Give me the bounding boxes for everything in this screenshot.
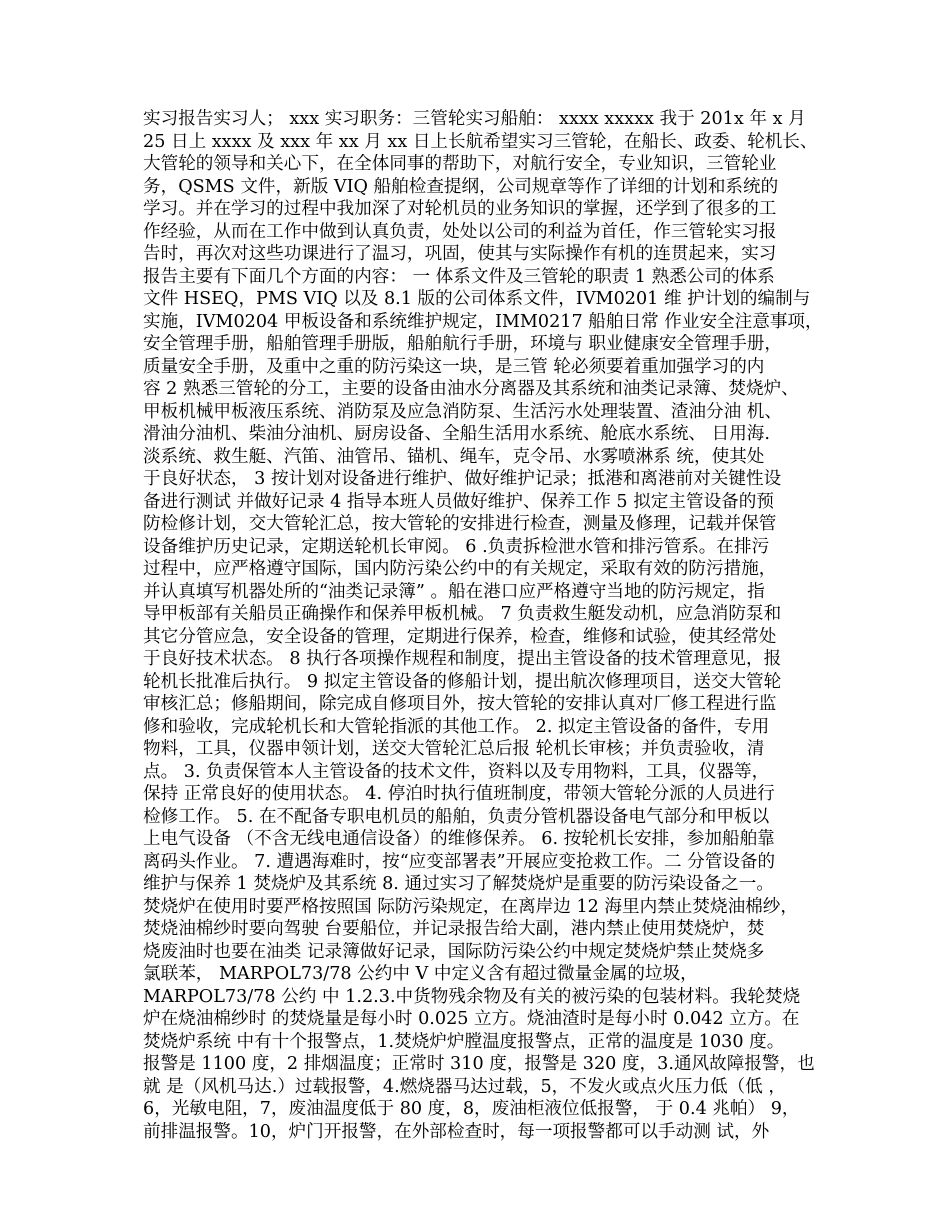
text-line: 焚烧油棉纱时要向驾驶 台要船位，并记录报告给大副，港内禁止使用焚烧炉，焚 (143, 919, 765, 939)
text-line: 容 2 熟悉三管轮的分工，主要的设备由油水分离器及其系统和油类记录簿、焚烧炉、 (143, 379, 799, 399)
text-line: 轮机长批准后执行。 9 拟定主管设备的修船计划，提出航次修理项目，送交大管轮 (143, 671, 782, 692)
text-line: 焚烧炉在使用时要严格按照国 际防污染规定，在离岸边 12 海里内禁止焚烧油棉纱， (143, 896, 798, 917)
text-line: 大管轮的领导和关心下，在全体同事的帮助下，对航行安全，专业知识，三管轮业 (143, 154, 777, 174)
text-line: 离码头作业。 7. 遭遇海难时，按“应变部署表”开展应变抢救工作。二 分管设备的 (143, 851, 776, 872)
text-line: 甲板机械甲板液压系统、消防泵及应急消防泵、生活污水处理装置、渣油分油 机、 (143, 401, 782, 422)
text-line: 淡系统、救生艇、汽笛、油管吊、锚机、绳车，克令吊、水雾喷淋系 统，使其处 (143, 446, 765, 467)
text-line: 焚烧炉系统 中有十个报警点，1.焚烧炉炉膛温度报警点，正常的温度是 1030 度。 (143, 1031, 785, 1052)
text-line: 于良好状态， 3 按计划对设备进行维护、做好维护记录；抵港和离港前对关键性设 (143, 469, 782, 489)
text-line: 25 日上 xxxx 及 xxx 年 xx 月 xx 日上长航希望实习三管轮，在船长、政委、轮机长、 (143, 131, 818, 152)
text-line: 作经验，从而在工作中做到认真负责，处处以公司的利益为首任，作三管轮实习报 (143, 221, 777, 242)
text-line: 修和验收，完成轮机长和大管轮指派的其他工作。 2. 拟定主管设备的备件，专用 (143, 716, 770, 737)
text-line: 前排温报警。10，炉门开报警，在外部检查时，每一项报警都可以手动测 试，外 (143, 1121, 770, 1142)
text-line: 安全管理手册，船舶管理手册版，船舶航行手册，环境与 职业健康安全管理手册， (143, 334, 782, 354)
text-line: 上电气设备 （不含无线电通信设备）的维修保养。 6. 按轮机长安排，参加船舶靠 (143, 829, 775, 849)
text-line: 设备维护历史记录，定期送轮机长审阅。 6 .负责拆检泄水管和排污管系。在排污 (143, 536, 770, 557)
text-line: 学习。并在学习的过程中我加深了对轮机员的业务知识的掌握，还学到了很多的工 (143, 199, 777, 219)
text-line: 6，光敏电阻，7，废油温度低于 80 度，8，废油柜液位低报警， 于 0.4 兆帕） 9， (143, 1099, 800, 1119)
report-body-text (143, 108, 823, 1143)
text-line: 实习报告实习人； xxx 实习职务：三管轮实习船舶： xxxx xxxxx 我于 201x 年 x 月 (143, 109, 806, 129)
text-line: 就 是（风机马达.）过载报警，4.燃烧器马达过载，5，不发火或点火压力低（低 ， (143, 1076, 786, 1097)
text-line: 导甲板部有关船员正确操作和保养甲板机械。 7 负责救生艇发动机，应急消防泵和 (143, 604, 782, 624)
text-line: 防检修计划，交大管轮汇总，按大管轮的安排进行检查，测量及修理，记载并保管 (143, 514, 777, 534)
text-line: 质量安全手册，及重中之重的防污染这一块，是三管 轮必须要着重加强学习的内 (143, 356, 765, 377)
text-line: 检修工作。 5. 在不配备专职电机员的船舶，负责分管机器设备电气部分和甲板以 (143, 806, 770, 827)
text-line: 维护与保养 1 焚烧炉及其系统 8. 通过实习了解焚烧炉是重要的防污染设备之一。 (143, 874, 774, 894)
text-line: 审核汇总；修船期间，除完成自修项目外，按大管轮的安排认真对厂修工程进行监 (143, 694, 777, 714)
text-line: 炉在烧油棉纱时 的焚烧量是每小时 0.025 立方。烧油渣时是每小时 0.042 立方。在 (143, 1009, 800, 1029)
text-line: 过程中，应严格遵守国际，国内防污染公约中的有关规定，采取有效的防污措施， (143, 559, 777, 579)
text-line: 烧废油时也要在油类 记录簿做好记录，国际防污染公约中规定焚烧炉禁止焚烧多 (143, 941, 765, 962)
text-line: 保持 正常良好的使用状态。 4. 停泊时执行值班制度，带领大管轮分派的人员进行 (143, 784, 775, 804)
text-line: 并认真填写机器处所的“油类记录簿” 。船在港口应严格遵守当地的防污规定，指 (143, 581, 765, 602)
text-line: 告时，再次对这些功课进行了温习，巩固，使其与实际操作有机的连贯起来，实习 (143, 244, 777, 264)
text-line: 实施，IVM0204 甲板设备和系统维护规定，IMM0217 船舶日常 作业安全注意事项， (143, 311, 823, 332)
text-line: 氯联苯， MARPOL73/78 公约中 V 中定义含有超过微量金属的垃圾， (143, 964, 698, 984)
text-line: 于良好技术状态。 8 执行各项操作规程和制度，提出主管设备的技术管理意见，报 (143, 649, 782, 669)
text-line: 文件 HSEQ，PMS VIQ 以及 8.1 版的公司体系文件，IVM0201 维 护计划的编制与 (143, 289, 811, 309)
text-line: 报警是 1100 度，2 排烟温度；正常时 310 度，报警是 320 度，3.通风故障报警，也 (143, 1054, 815, 1074)
text-line: 滑油分油机、柴油分油机、厨房设备、全船生活用水系统、舱底水系统、 日用海. (143, 424, 770, 444)
text-line: 报告主要有下面几个方面的内容： 一 体系文件及三管轮的职责 1 熟悉公司的体系 (143, 266, 775, 287)
text-line: 务，QSMS 文件，新版 VIQ 船舶检查提纲，公司规章等作了详细的计划和系统的 (143, 176, 779, 197)
text-line: MARPOL73/78 公约 中 1.2.3.中货物残余物及有关的被污染的包装材料。我轮焚烧 (143, 986, 801, 1007)
text-line: 其它分管应急，安全设备的管理，定期进行保养，检查，维修和试验，使其经常处 (143, 626, 777, 647)
text-line: 物料，工具，仪器申领计划，送交大管轮汇总后报 轮机长审核；并负责验收，清 (143, 739, 765, 759)
text-line: 点。 3. 负责保管本人主管设备的技术文件，资料以及专用物料，工具，仪器等， (143, 761, 770, 782)
text-line: 备进行测试 并做好记录 4 指导本班人员做好维护、保养工作 5 拟定主管设备的预 (143, 491, 774, 512)
